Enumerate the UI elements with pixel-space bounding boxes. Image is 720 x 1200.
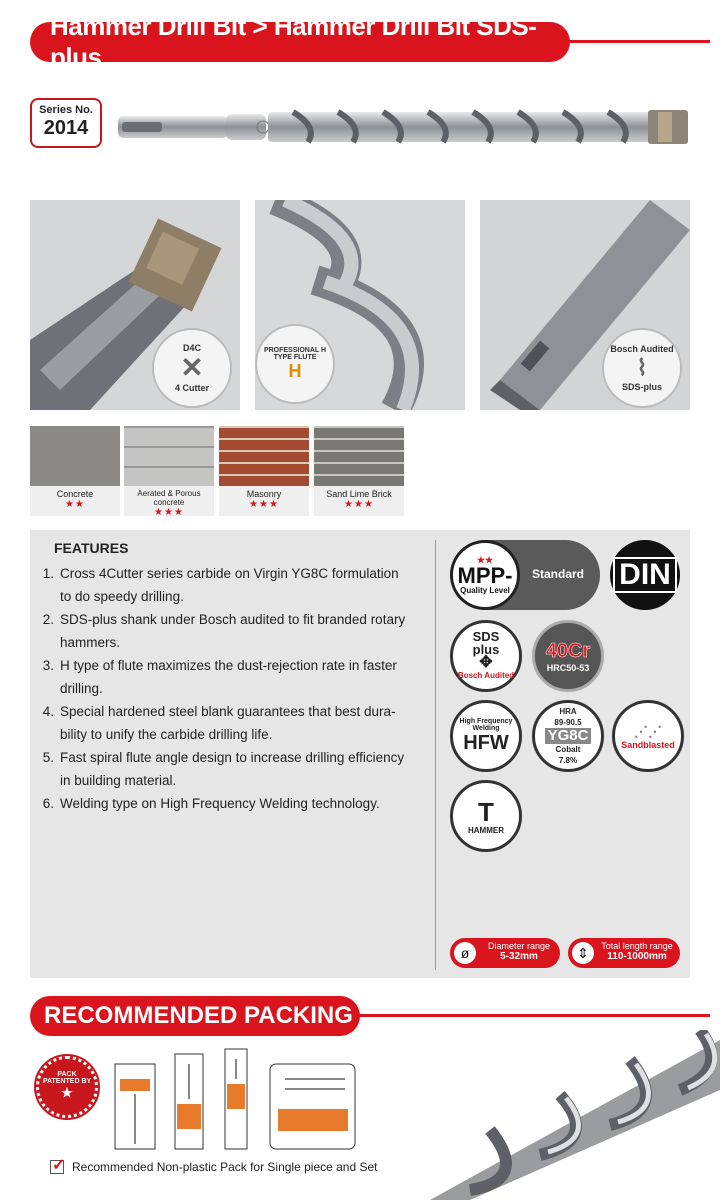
- diameter-icon: ø: [454, 942, 476, 964]
- material-concrete: [30, 426, 120, 516]
- packing-note-text: Recommended Non-plastic Pack for Single piece and Set: [72, 1160, 378, 1174]
- cross-cutter-icon: ✕: [180, 352, 204, 383]
- feature-item: 5. Fast spiral flute angle design to increase drilling efficiency in building material.: [42, 750, 405, 788]
- concrete-image: [30, 426, 120, 486]
- bosch-audited-label: Bosch Audited: [610, 344, 674, 354]
- panel-divider: [435, 540, 436, 970]
- feature-item: 4. Special hardened steel blank guarantees that best dura- bility to unify the carbide drilling life.: [42, 704, 396, 742]
- material-aerated: [124, 426, 214, 516]
- shank-icon: ✥: [479, 654, 493, 671]
- standard-label: Standard: [532, 567, 585, 581]
- hfw-icon: High Frequency Welding HFW: [450, 700, 522, 772]
- 40cr-icon: 40Cr HRC50-53: [532, 620, 604, 692]
- material-stars: ★★★: [344, 499, 374, 510]
- patent-seal: PACK PATENTED BY ★: [36, 1056, 98, 1118]
- checkmark-icon: ✓: [52, 1157, 66, 1174]
- diameter-range-badge: ø Diameter range 5-32mm: [450, 938, 560, 968]
- sandblasted-icon: ⋰⋰ Sandblasted: [612, 700, 684, 772]
- page-title-banner: [30, 11, 570, 72]
- large-drill-bit-image: [430, 1030, 720, 1200]
- din-icon: DIN: [610, 540, 680, 610]
- page-title: Hammer Drill Bit > Hammer Drill Bit SDS-plus: [50, 11, 537, 72]
- masonry-image: [219, 426, 309, 486]
- sds-shank-photo: [480, 200, 690, 410]
- packing-boxes-illustration: [110, 1044, 360, 1154]
- material-name: Masonry: [246, 489, 282, 499]
- material-name: Aerated & Porous concrete: [137, 489, 201, 507]
- drill-bit-image: [118, 102, 688, 150]
- sand-lime-image: [314, 426, 404, 486]
- packing-banner: [30, 996, 360, 1036]
- bosch-audited-badge: [602, 328, 682, 408]
- material-stars: ★★★: [154, 507, 184, 518]
- feature-item: 3. H type of flute maximizes the dust-rejection rate in faster drilling.: [42, 658, 397, 696]
- length-range-badge: ⇕ Total length range 110-1000mm: [568, 938, 680, 968]
- features-title: FEATURES: [54, 540, 129, 556]
- feature-item: 2. SDS-plus shank under Bosch audited to fit branded rotary hammers.: [42, 612, 406, 650]
- h-letter: H: [288, 360, 302, 381]
- sds-plus-icon: SDS plus ✥ Bosch Audited: [450, 620, 522, 692]
- four-cutter-label: 4 Cutter: [174, 383, 209, 393]
- title-rule: [560, 40, 710, 43]
- shank-icon: ⌇: [636, 355, 648, 380]
- material-sand-lime: [314, 426, 404, 516]
- length-icon: ⇕: [572, 942, 594, 964]
- material-stars: ★★★: [249, 499, 279, 510]
- hammer-icon: T HAMMER: [450, 780, 522, 852]
- flute-photo: [255, 200, 465, 410]
- material-masonry: [219, 426, 309, 516]
- yg8c-icon: HRA 89-90.5 YG8C Cobalt 7.8%: [532, 700, 604, 772]
- packing-note: [50, 1157, 378, 1174]
- packing-rule: [355, 1014, 710, 1017]
- mpp-standard-badge: [450, 540, 600, 610]
- material-name: Concrete: [56, 489, 94, 499]
- packing-title: RECOMMENDED PACKING: [44, 1002, 353, 1029]
- material-name: Sand Lime Brick: [326, 489, 392, 499]
- aerated-image: [124, 426, 214, 486]
- mpp-icon: ★★ MPP- Quality Level: [450, 540, 520, 610]
- h-flute-badge: [255, 324, 335, 404]
- h-flute-label: PROFESSIONAL H TYPE FLUTE: [263, 346, 327, 361]
- sds-plus-label: SDS-plus: [621, 382, 662, 392]
- carbide-tip-photo: [30, 200, 240, 410]
- feature-item: 6. Welding type on High Frequency Welding technology.: [42, 796, 380, 811]
- d4c-badge: [152, 328, 232, 408]
- series-number: 2014: [43, 117, 89, 139]
- features-panel: [30, 530, 690, 978]
- d4c-label: D4C: [182, 343, 201, 353]
- series-box: [30, 98, 102, 148]
- series-label: Series No.: [39, 104, 93, 116]
- feature-item: 1. Cross 4Cutter series carbide on Virgin YG8C formulation to do speedy drilling.: [42, 566, 399, 604]
- features-list: [36, 562, 422, 815]
- material-stars: ★★: [65, 499, 85, 510]
